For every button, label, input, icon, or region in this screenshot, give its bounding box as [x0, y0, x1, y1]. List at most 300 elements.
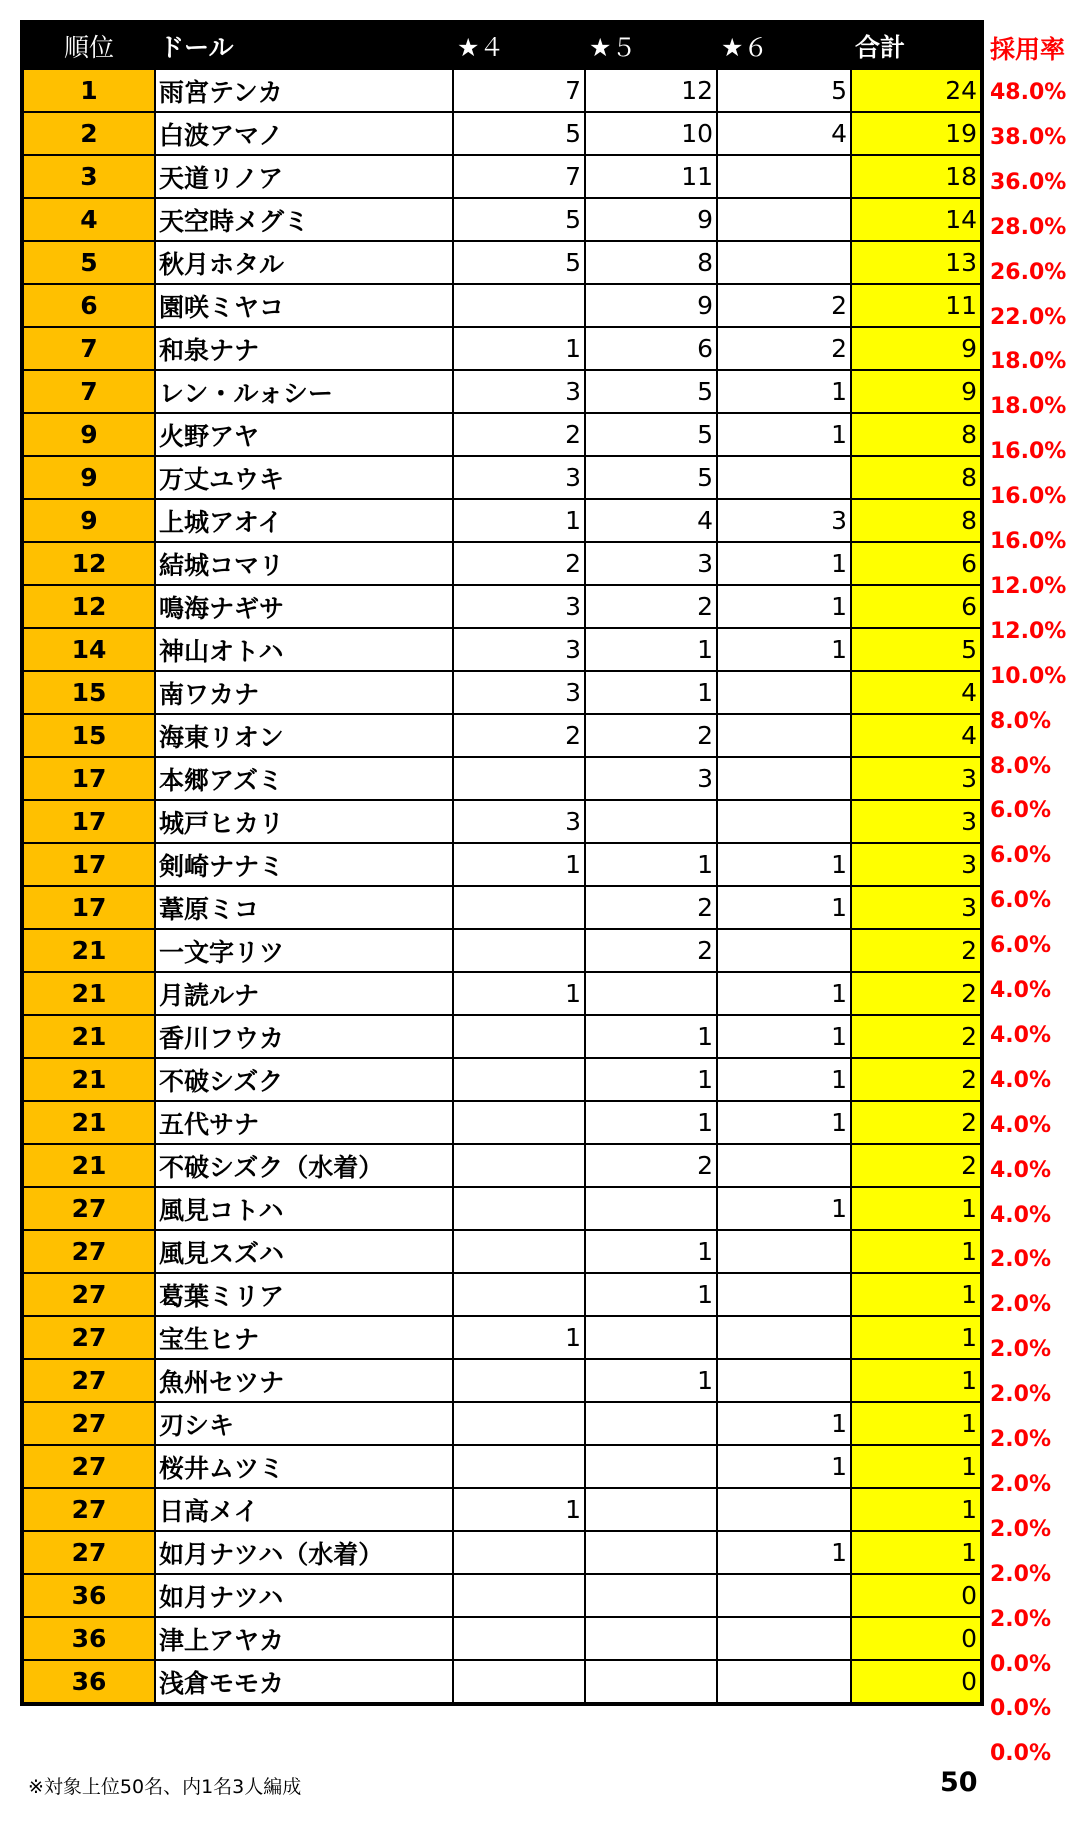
star6-cell [717, 198, 851, 241]
rate-value: 2.0% [990, 1292, 1052, 1318]
star6-cell: 1 [717, 843, 851, 886]
name-cell: 魚州セツナ [155, 1359, 453, 1402]
header-name: ドール [155, 22, 453, 69]
name-cell: 万丈ユウキ [155, 456, 453, 499]
total-cell: 0 [851, 1617, 982, 1660]
star5-cell: 1 [585, 1273, 717, 1316]
total-cell: 5 [851, 628, 982, 671]
star5-cell: 2 [585, 929, 717, 972]
table-row [22, 1015, 982, 1058]
rate-value: 28.0% [990, 214, 1067, 240]
rate-value: 4.0% [990, 1112, 1052, 1138]
total-cell: 1 [851, 1230, 982, 1273]
rank-cell: 15 [22, 671, 155, 714]
table-row [22, 1144, 982, 1187]
rate-value: 0.0% [990, 1651, 1052, 1677]
rank-cell: 4 [22, 198, 155, 241]
name-cell: 刃シキ [155, 1402, 453, 1445]
star5-cell [585, 1574, 717, 1617]
star6-cell [717, 1230, 851, 1273]
rank-cell: 14 [22, 628, 155, 671]
star4-cell: 3 [453, 370, 585, 413]
name-cell: 如月ナツハ [155, 1574, 453, 1617]
star5-cell [585, 1531, 717, 1574]
header-row [22, 22, 982, 69]
rank-cell: 27 [22, 1273, 155, 1316]
name-cell: 葦原ミコ [155, 886, 453, 929]
name-cell: 本郷アズミ [155, 757, 453, 800]
rate-value: 6.0% [990, 798, 1052, 824]
star5-cell: 5 [585, 370, 717, 413]
name-cell: 香川フウカ [155, 1015, 453, 1058]
header-star6: ★６ [717, 22, 851, 69]
star5-cell: 1 [585, 671, 717, 714]
total-cell: 6 [851, 585, 982, 628]
name-cell: 不破シズク [155, 1058, 453, 1101]
star6-cell: 2 [717, 327, 851, 370]
star5-cell [585, 1402, 717, 1445]
total-cell: 3 [851, 757, 982, 800]
rank-cell: 27 [22, 1187, 155, 1230]
rate-value: 6.0% [990, 933, 1052, 959]
rate-value: 2.0% [990, 1471, 1052, 1497]
rank-cell: 27 [22, 1316, 155, 1359]
star6-cell: 1 [717, 1531, 851, 1574]
star4-cell [453, 886, 585, 929]
total-cell: 1 [851, 1531, 982, 1574]
star5-cell: 4 [585, 499, 717, 542]
rate-value: 22.0% [990, 304, 1067, 330]
rate-value: 16.0% [990, 484, 1067, 510]
star4-cell [453, 1531, 585, 1574]
name-cell: 結城コマリ [155, 542, 453, 585]
star5-cell: 1 [585, 843, 717, 886]
table-row [22, 155, 982, 198]
total-cell: 1 [851, 1187, 982, 1230]
rank-cell: 27 [22, 1488, 155, 1531]
rate-value: 4.0% [990, 1157, 1052, 1183]
star6-cell [717, 714, 851, 757]
star6-cell: 5 [717, 69, 851, 112]
header-rate: 採用率 [990, 35, 1066, 64]
star4-cell [453, 929, 585, 972]
star5-cell: 3 [585, 757, 717, 800]
table-row [22, 800, 982, 843]
star6-cell [717, 1359, 851, 1402]
rank-cell: 9 [22, 413, 155, 456]
name-cell: 如月ナツハ（水着） [155, 1531, 453, 1574]
star5-cell: 1 [585, 1015, 717, 1058]
total-cell: 4 [851, 714, 982, 757]
star6-cell: 1 [717, 1101, 851, 1144]
name-cell: 神山オトハ [155, 628, 453, 671]
table-row [22, 1058, 982, 1101]
star4-cell [453, 1445, 585, 1488]
rate-value: 0.0% [990, 1741, 1052, 1767]
name-cell: 葛葉ミリア [155, 1273, 453, 1316]
name-cell: 浅倉モモカ [155, 1660, 453, 1704]
table-row [22, 241, 982, 284]
star5-cell: 2 [585, 886, 717, 929]
table-row [22, 499, 982, 542]
total-cell: 6 [851, 542, 982, 585]
star4-cell: 1 [453, 843, 585, 886]
rate-value: 16.0% [990, 439, 1067, 465]
star4-cell [453, 1660, 585, 1704]
star4-cell: 3 [453, 800, 585, 843]
name-cell: 月読ルナ [155, 972, 453, 1015]
total-cell: 2 [851, 1101, 982, 1144]
rank-cell: 5 [22, 241, 155, 284]
table-row [22, 370, 982, 413]
rank-cell: 7 [22, 370, 155, 413]
rate-value: 48.0% [990, 80, 1067, 105]
star6-cell [717, 1617, 851, 1660]
star4-cell: 3 [453, 456, 585, 499]
total-cell: 8 [851, 456, 982, 499]
name-cell: 上城アオイ [155, 499, 453, 542]
rate-value: 0.0% [990, 1696, 1052, 1722]
header-rank: 順位 [22, 22, 155, 69]
name-cell: 五代サナ [155, 1101, 453, 1144]
table-row [22, 1488, 982, 1531]
table-row [22, 69, 982, 112]
star4-cell: 5 [453, 198, 585, 241]
total-cell: 8 [851, 499, 982, 542]
total-cell: 3 [851, 843, 982, 886]
star6-cell: 1 [717, 1015, 851, 1058]
table-row [22, 1617, 982, 1660]
star4-cell [453, 1015, 585, 1058]
table-row [22, 1660, 982, 1704]
star5-cell [585, 1445, 717, 1488]
table-row [22, 757, 982, 800]
table-row [22, 413, 982, 456]
table-row [22, 929, 982, 972]
name-cell: 鳴海ナギサ [155, 585, 453, 628]
header-star4: ★４ [453, 22, 585, 69]
table-row [22, 1187, 982, 1230]
table-row [22, 456, 982, 499]
star4-cell: 5 [453, 241, 585, 284]
star4-cell [453, 284, 585, 327]
table-row [22, 1574, 982, 1617]
table-row [22, 542, 982, 585]
star4-cell: 1 [453, 1316, 585, 1359]
rate-value: 8.0% [990, 708, 1052, 734]
star6-cell [717, 671, 851, 714]
rate-value: 2.0% [990, 1606, 1052, 1632]
total-cell: 1 [851, 1359, 982, 1402]
name-cell: 園咲ミヤコ [155, 284, 453, 327]
star4-cell: 1 [453, 972, 585, 1015]
rate-value: 2.0% [990, 1427, 1052, 1452]
rank-cell: 36 [22, 1660, 155, 1704]
rate-value: 2.0% [990, 1382, 1052, 1408]
rank-cell: 12 [22, 542, 155, 585]
total-cell: 1 [851, 1402, 982, 1445]
total-cell: 3 [851, 886, 982, 929]
name-cell: 天空時メグミ [155, 198, 453, 241]
rate-value: 2.0% [990, 1337, 1052, 1363]
header-total: 合計 [851, 22, 982, 69]
rate-value: 38.0% [990, 124, 1067, 150]
star4-cell [453, 1187, 585, 1230]
star4-cell [453, 1230, 585, 1273]
star4-cell: 7 [453, 155, 585, 198]
rate-value: 18.0% [990, 394, 1067, 420]
star4-cell [453, 1402, 585, 1445]
star5-cell: 6 [585, 327, 717, 370]
star5-cell [585, 1488, 717, 1531]
star4-cell: 7 [453, 69, 585, 112]
ranking-table [20, 20, 984, 1706]
star6-cell [717, 929, 851, 972]
star6-cell [717, 1574, 851, 1617]
total-cell: 2 [851, 1058, 982, 1101]
total-cell: 1 [851, 1273, 982, 1316]
star6-cell [717, 241, 851, 284]
table-row [22, 1316, 982, 1359]
table-row [22, 284, 982, 327]
star6-cell: 1 [717, 1402, 851, 1445]
rate-value: 12.0% [990, 573, 1067, 599]
star5-cell: 1 [585, 1058, 717, 1101]
star5-cell: 5 [585, 413, 717, 456]
star4-cell: 2 [453, 542, 585, 585]
total-cell: 2 [851, 929, 982, 972]
table-row [22, 671, 982, 714]
table-row [22, 327, 982, 370]
rate-value: 16.0% [990, 529, 1067, 554]
rate-value: 10.0% [990, 663, 1067, 689]
star4-cell: 3 [453, 671, 585, 714]
total-cell: 4 [851, 671, 982, 714]
table-row [22, 1359, 982, 1402]
header-star5: ★５ [585, 22, 717, 69]
star5-cell: 1 [585, 1101, 717, 1144]
rate-value: 4.0% [990, 1067, 1052, 1093]
total-cell: 2 [851, 1144, 982, 1187]
rank-cell: 36 [22, 1617, 155, 1660]
total-cell: 8 [851, 413, 982, 456]
footnote: ※対象上位50名、内1名3人編成 [28, 1776, 302, 1798]
rank-cell: 9 [22, 456, 155, 499]
star6-cell [717, 456, 851, 499]
name-cell: 火野アヤ [155, 413, 453, 456]
rank-cell: 17 [22, 886, 155, 929]
star5-cell: 9 [585, 198, 717, 241]
name-cell: 一文字リツ [155, 929, 453, 972]
total-cell: 19 [851, 112, 982, 155]
total-cell: 13 [851, 241, 982, 284]
star5-cell [585, 972, 717, 1015]
rank-cell: 21 [22, 972, 155, 1015]
star6-cell [717, 757, 851, 800]
star5-cell: 2 [585, 585, 717, 628]
name-cell: 風見コトハ [155, 1187, 453, 1230]
total-cell: 2 [851, 972, 982, 1015]
table-row [22, 112, 982, 155]
star5-cell [585, 1617, 717, 1660]
star5-cell [585, 1660, 717, 1704]
star4-cell [453, 1144, 585, 1187]
star6-cell: 1 [717, 542, 851, 585]
star4-cell: 1 [453, 1488, 585, 1531]
total-cell: 11 [851, 284, 982, 327]
star6-cell: 1 [717, 413, 851, 456]
star5-cell: 8 [585, 241, 717, 284]
table-row [22, 1230, 982, 1273]
star5-cell: 1 [585, 1359, 717, 1402]
rank-cell: 6 [22, 284, 155, 327]
rank-cell: 27 [22, 1402, 155, 1445]
table-row [22, 1531, 982, 1574]
rank-cell: 17 [22, 843, 155, 886]
table-row [22, 886, 982, 929]
name-cell: 南ワカナ [155, 671, 453, 714]
rank-cell: 27 [22, 1230, 155, 1273]
rank-cell: 17 [22, 800, 155, 843]
table-row [22, 1273, 982, 1316]
rate-value: 26.0% [990, 259, 1067, 285]
star5-cell [585, 800, 717, 843]
name-cell: 桜井ムツミ [155, 1445, 453, 1488]
star4-cell [453, 1101, 585, 1144]
name-cell: 不破シズク（水着） [155, 1144, 453, 1187]
star4-cell: 5 [453, 112, 585, 155]
star5-cell: 2 [585, 714, 717, 757]
rate-value: 6.0% [990, 843, 1052, 869]
rate-value: 4.0% [990, 1022, 1052, 1048]
total-cell: 2 [851, 1015, 982, 1058]
name-cell: 天道リノア [155, 155, 453, 198]
total-cell: 3 [851, 800, 982, 843]
star6-cell: 1 [717, 1187, 851, 1230]
star4-cell: 2 [453, 714, 585, 757]
star6-cell: 1 [717, 628, 851, 671]
star4-cell: 3 [453, 585, 585, 628]
name-cell: 風見スズハ [155, 1230, 453, 1273]
star5-cell: 9 [585, 284, 717, 327]
total-cell: 0 [851, 1660, 982, 1704]
rank-cell: 36 [22, 1574, 155, 1617]
total-cell: 1 [851, 1316, 982, 1359]
rate-value: 12.0% [990, 618, 1067, 644]
rank-cell: 17 [22, 757, 155, 800]
rate-value: 2.0% [990, 1516, 1052, 1542]
star6-cell: 1 [717, 370, 851, 413]
rate-value: 4.0% [990, 1202, 1052, 1228]
star4-cell [453, 757, 585, 800]
table-row [22, 972, 982, 1015]
table-row [22, 1101, 982, 1144]
star6-cell: 3 [717, 499, 851, 542]
star6-cell [717, 1316, 851, 1359]
rank-cell: 7 [22, 327, 155, 370]
star4-cell [453, 1273, 585, 1316]
table-row [22, 585, 982, 628]
star4-cell: 1 [453, 327, 585, 370]
rank-cell: 27 [22, 1359, 155, 1402]
total-cell: 9 [851, 327, 982, 370]
rate-value: 18.0% [990, 349, 1067, 375]
rank-cell: 21 [22, 1101, 155, 1144]
rate-value: 36.0% [990, 169, 1067, 195]
total-cell: 9 [851, 370, 982, 413]
name-cell: 秋月ホタル [155, 241, 453, 284]
total-cell: 14 [851, 198, 982, 241]
table-row [22, 1445, 982, 1488]
star5-cell [585, 1187, 717, 1230]
total-cell: 0 [851, 1574, 982, 1617]
total-cell: 1 [851, 1445, 982, 1488]
name-cell: 宝生ヒナ [155, 1316, 453, 1359]
rank-cell: 9 [22, 499, 155, 542]
rank-cell: 21 [22, 929, 155, 972]
table-row [22, 1402, 982, 1445]
rate-value: 2.0% [990, 1561, 1052, 1587]
rank-cell: 3 [22, 155, 155, 198]
star5-cell: 1 [585, 1230, 717, 1273]
star6-cell: 2 [717, 284, 851, 327]
star5-cell: 11 [585, 155, 717, 198]
star5-cell [585, 1316, 717, 1359]
star6-cell: 4 [717, 112, 851, 155]
name-cell: 和泉ナナ [155, 327, 453, 370]
rate-value: 2.0% [990, 1247, 1052, 1273]
name-cell: 白波アマノ [155, 112, 453, 155]
star4-cell: 1 [453, 499, 585, 542]
star6-cell: 1 [717, 1058, 851, 1101]
star4-cell [453, 1058, 585, 1101]
rank-cell: 21 [22, 1015, 155, 1058]
total-cell: 18 [851, 155, 982, 198]
name-cell: 日高メイ [155, 1488, 453, 1531]
rank-cell: 21 [22, 1058, 155, 1101]
rate-value: 8.0% [990, 753, 1052, 779]
star4-cell [453, 1359, 585, 1402]
table-row [22, 843, 982, 886]
total-cell: 1 [851, 1488, 982, 1531]
name-cell: 剣崎ナナミ [155, 843, 453, 886]
name-cell: 雨宮テンカ [155, 69, 453, 112]
table-row [22, 198, 982, 241]
table-row [22, 628, 982, 671]
star6-cell [717, 155, 851, 198]
rank-cell: 1 [22, 69, 155, 112]
star4-cell: 3 [453, 628, 585, 671]
star5-cell: 2 [585, 1144, 717, 1187]
name-cell: 津上アヤカ [155, 1617, 453, 1660]
star5-cell: 1 [585, 628, 717, 671]
rank-cell: 2 [22, 112, 155, 155]
rank-cell: 21 [22, 1144, 155, 1187]
total-cell: 24 [851, 69, 982, 112]
rank-cell: 12 [22, 585, 155, 628]
rank-cell: 27 [22, 1445, 155, 1488]
star6-cell [717, 1660, 851, 1704]
star6-cell: 1 [717, 1445, 851, 1488]
rate-value: 6.0% [990, 888, 1052, 914]
star6-cell: 1 [717, 585, 851, 628]
star6-cell [717, 800, 851, 843]
star6-cell: 1 [717, 886, 851, 929]
star6-cell: 1 [717, 972, 851, 1015]
star4-cell: 2 [453, 413, 585, 456]
star5-cell: 5 [585, 456, 717, 499]
name-cell: 城戸ヒカリ [155, 800, 453, 843]
